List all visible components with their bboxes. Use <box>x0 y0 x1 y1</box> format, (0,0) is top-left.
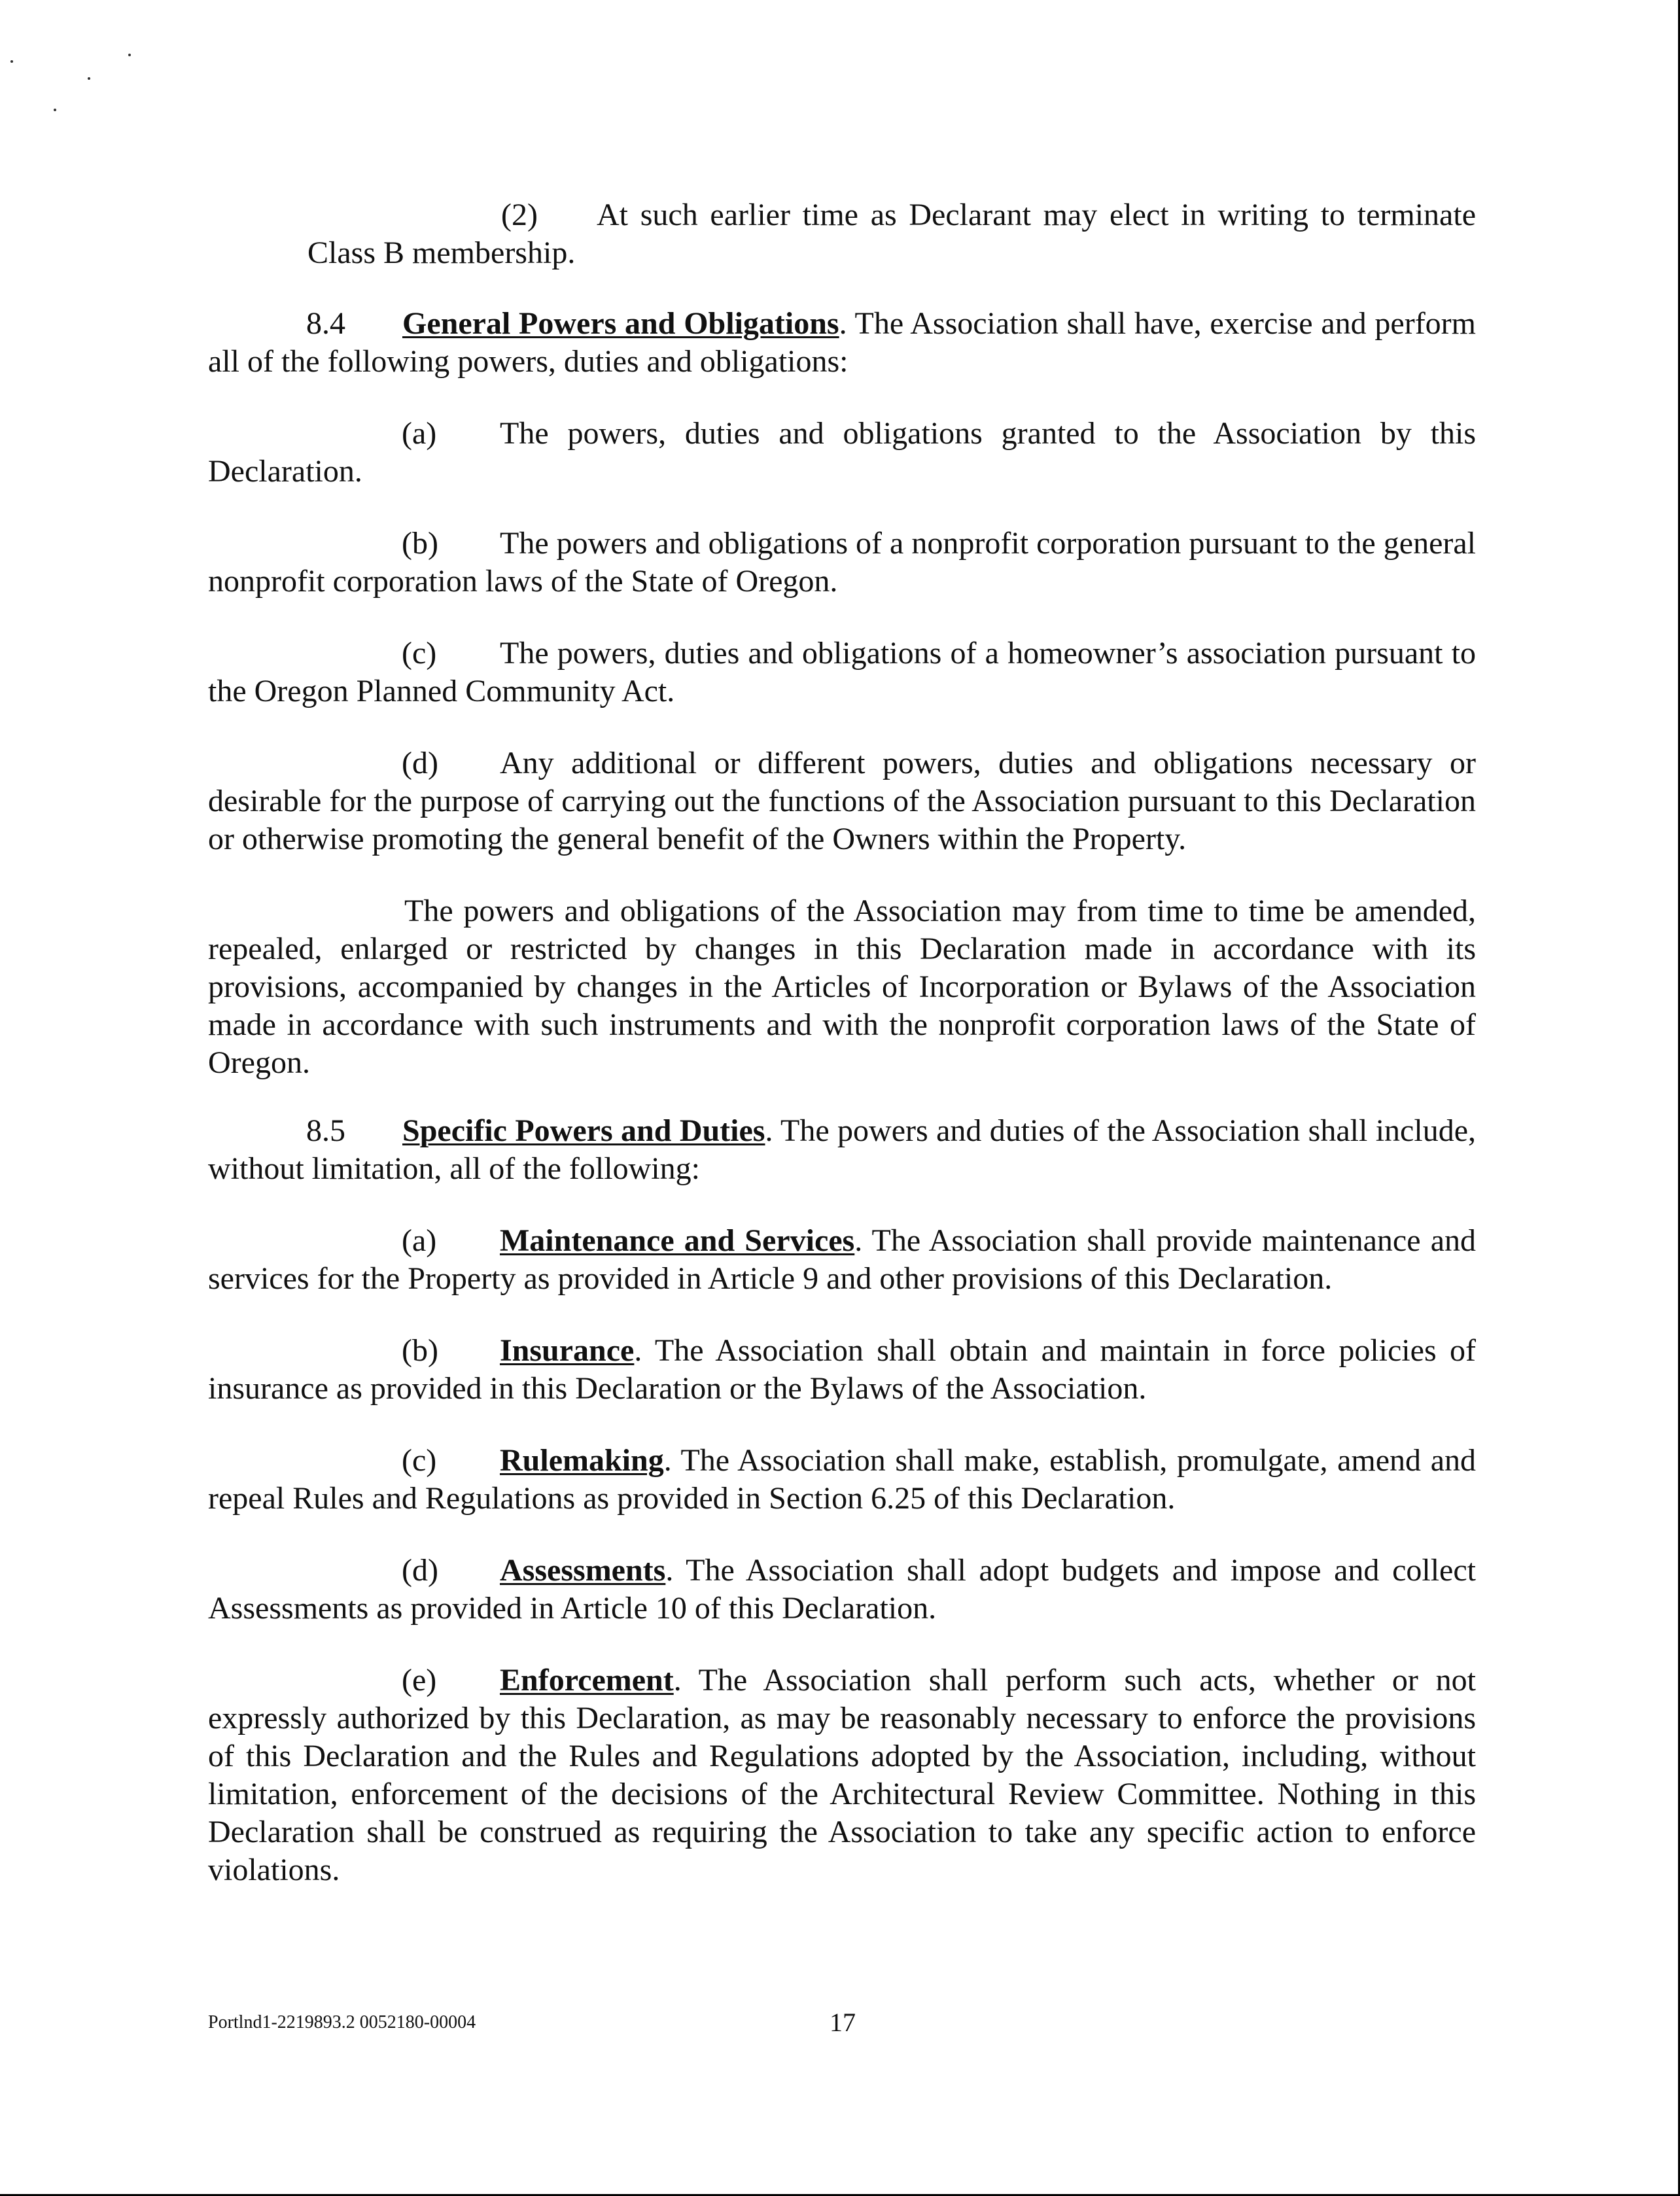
item-text: . The Association shall obtain and maintain in force policies of insurance as provided in this Declaration or the Bylaws of the Association. <box>208 1333 1476 1406</box>
scan-speck <box>54 109 56 111</box>
section-heading: Specific Powers and Duties <box>402 1113 765 1148</box>
paragraph-2 <box>307 196 1476 272</box>
scan-speck <box>88 77 90 80</box>
section-text: . The powers and duties of the Association shall include, without limitation, all of the following: <box>208 1113 1477 1186</box>
item-number: (e) <box>402 1663 437 1698</box>
scan-speck <box>10 60 13 63</box>
item-text: . The Association shall provide maintenance and services for the Property as provided in Article 9 and other provisions of this Declaration. <box>208 1223 1476 1296</box>
item-heading: Rulemaking <box>500 1443 664 1478</box>
footer-document-id: Portlnd1-2219893.2 0052180-00004 <box>208 2012 476 2032</box>
section-text: . The Association shall have, exercise and perform all of the following powers, duties and obligations: <box>208 306 1477 379</box>
item-heading: Assessments <box>500 1553 666 1588</box>
item-8-5-c <box>208 1442 1476 1518</box>
item-text: The powers, duties and obligations of a homeowner’s association pursuant to the Oregon Planned Community Act. <box>208 636 1476 708</box>
item-8-4-a <box>208 415 1476 491</box>
item-number: (d) <box>402 1553 438 1588</box>
section-8-4-tail <box>208 892 1476 1082</box>
scan-speck <box>128 54 131 56</box>
item-heading: Insurance <box>500 1333 635 1368</box>
item-8-5-b <box>208 1332 1476 1408</box>
item-number: (c) <box>402 1443 437 1478</box>
item-text: The powers, duties and obligations granted to the Association by this Declaration. <box>208 416 1476 489</box>
item-heading: Enforcement <box>500 1663 674 1698</box>
item-number: (a) <box>402 1223 437 1258</box>
item-heading: Maintenance and Services <box>500 1223 855 1258</box>
item-number: (b) <box>402 526 438 561</box>
section-heading: General Powers and Obligations <box>402 306 839 341</box>
footer-page-number: 17 <box>830 2008 856 2037</box>
item-number: (2) <box>501 198 538 232</box>
item-8-4-d <box>208 744 1476 858</box>
section-number: 8.4 <box>306 306 345 341</box>
item-8-5-e <box>208 1662 1476 1889</box>
item-8-4-b <box>208 525 1476 601</box>
item-text: The powers and obligations of a nonprofit corporation pursuant to the general nonprofit corporation laws of the State of Oregon. <box>208 526 1476 599</box>
item-number: (a) <box>402 416 437 451</box>
item-8-5-d <box>208 1552 1476 1628</box>
section-8-4 <box>208 305 1476 381</box>
section-number: 8.5 <box>306 1113 345 1148</box>
item-text: . The Association shall make, establish, promulgate, amend and repeal Rules and Regulations as provided in Section 6.25 of this Declaration. <box>208 1443 1476 1516</box>
item-8-4-c <box>208 635 1476 710</box>
item-text: . The Association shall adopt budgets and impose and collect Assessments as provided in Article 10 of this Declaration. <box>208 1553 1476 1626</box>
item-number: (d) <box>402 746 438 780</box>
item-number: (b) <box>402 1333 438 1368</box>
item-text: Any additional or different powers, duties and obligations necessary or desirable for the purpose of carrying out the functions of the Association pursuant to this Declaration or otherwise promoting the general benefit of the Owners within the Property. <box>208 746 1476 856</box>
section-8-5 <box>208 1112 1476 1188</box>
item-8-5-a <box>208 1222 1476 1298</box>
item-number: (c) <box>402 636 437 671</box>
paragraph-text: The powers and obligations of the Association may from time to time be amended, repealed, enlarged or restricted by changes in this Declaration made in accordance with its provisions, accompanied by changes in the Articles of Incorporation or Bylaws of the Association made in accordance with such instruments and with the nonprofit corporation laws of the State of Oregon. <box>208 894 1476 1080</box>
item-text: . The Association shall perform such acts, whether or not expressly authorized by this Declaration, as may be reasonably necessary to enforce the provisions of this Declaration and the Rules and Regulations adopted by the Association, including, without limitation, enforcement of the decisions of the Architectural Review Committee. Nothing in this Declaration shall be construed as requiring the Association to take any specific action to enforce violations. <box>208 1663 1476 1887</box>
item-text: At such earlier time as Declarant may elect in writing to terminate Class B membership. <box>307 198 1476 270</box>
